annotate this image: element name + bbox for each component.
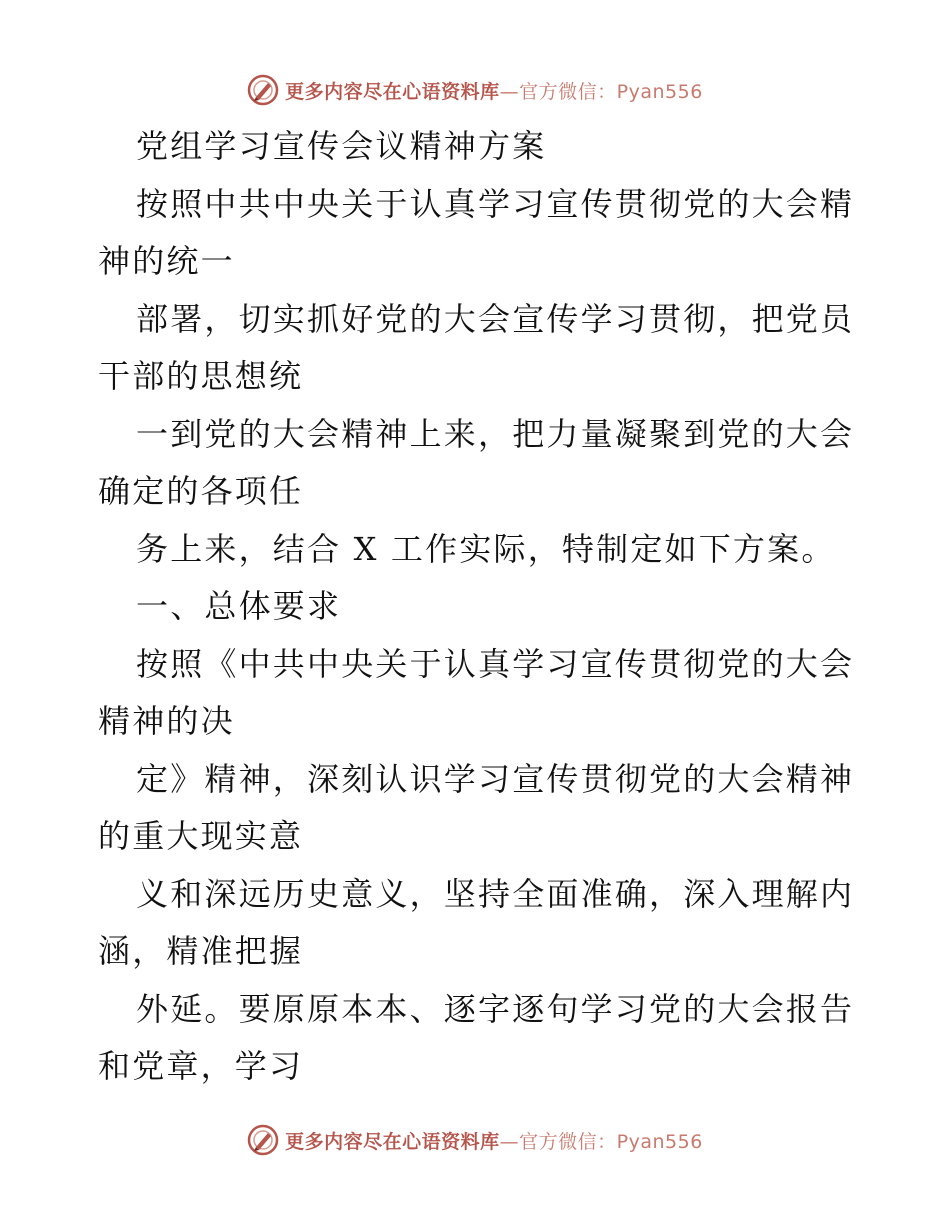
text-line: 外延。要原原本本、逐字逐句学习党的大会报告 (136, 989, 855, 1028)
text-line: 义和深远历史意义，坚持全面准确，深入理解内 (136, 874, 855, 913)
text-line: 和党章，学习 (98, 1047, 304, 1085)
document-body (98, 118, 858, 1096)
text-line: 一、总体要求 (136, 587, 342, 625)
text-line: 的重大现实意 (98, 817, 304, 855)
text-line: 按照《中共中央关于认真学习宣传贯彻党的大会 (136, 644, 855, 683)
text-line: 干部的思想统 (98, 357, 304, 395)
watermark-dash: — (499, 80, 520, 103)
text-line: 精神的决 (98, 702, 235, 740)
pen-logo-icon (247, 1124, 279, 1156)
text-line: 务上来，结合 X 工作实际，特制定如下方案。 (136, 529, 836, 568)
text-line: 涵，精准把握 (98, 932, 304, 970)
watermark-contact: 官方微信：Pyan556 (519, 80, 703, 103)
watermark-contact: 官方微信：Pyan556 (519, 1130, 703, 1153)
watermark-dash: — (499, 1130, 520, 1153)
pen-logo-icon (247, 74, 279, 106)
watermark-footer (0, 1120, 950, 1160)
text-line: 定》精神，深刻认识学习宣传贯彻党的大会精神 (136, 759, 855, 798)
watermark-text (285, 1127, 703, 1154)
watermark-header (0, 70, 950, 110)
text-line: 按照中共中央关于认真学习宣传贯彻党的大会精 (136, 184, 855, 223)
text-line: 确定的各项任 (98, 472, 304, 510)
text-line: 部署，切实抓好党的大会宣传学习贯彻，把党员 (136, 299, 855, 338)
text-line: 一到党的大会精神上来，把力量凝聚到党的大会 (136, 414, 855, 453)
text-line: 神的统一 (98, 242, 235, 280)
document-title: 党组学习宣传会议精神方案 (136, 127, 547, 165)
watermark-text (285, 77, 703, 104)
watermark-brand: 更多内容尽在心语资料库 (285, 80, 500, 103)
watermark-brand: 更多内容尽在心语资料库 (285, 1130, 500, 1153)
